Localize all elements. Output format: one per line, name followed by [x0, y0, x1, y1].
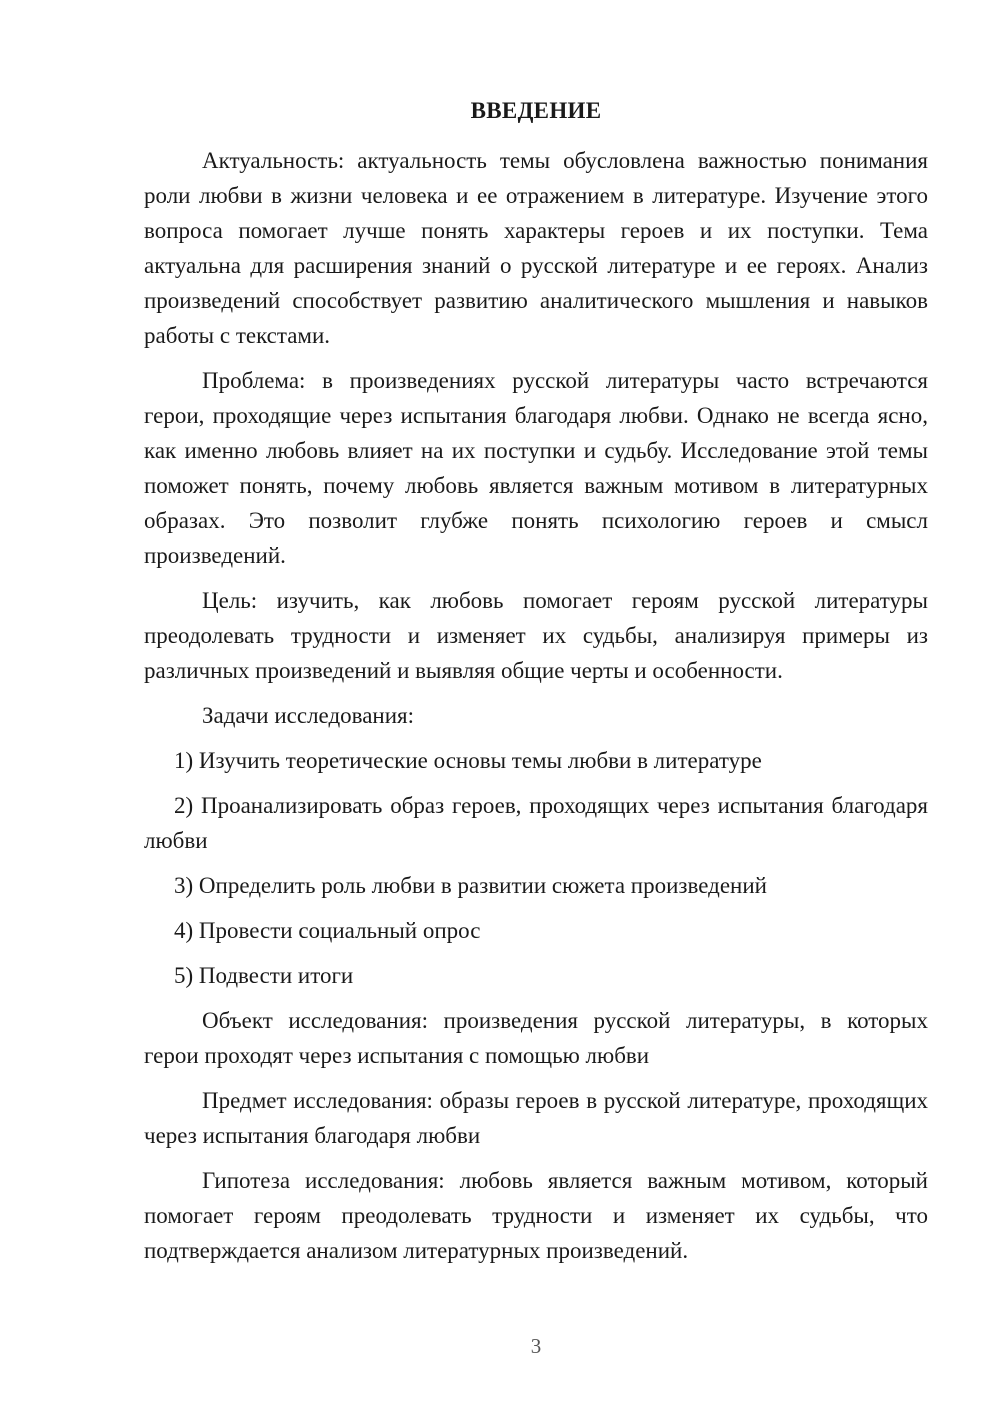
page-title: ВВЕДЕНИЕ [470, 98, 602, 123]
paragraph-hypothesis: Гипотеза исследования: любовь является важным мотивом, который помогает героям преодолевать трудности и изменяет их судьбы, что подтверждается анализом литературных произведений. [144, 1168, 928, 1263]
paragraph-object: Объект исследования: произведения русской литературы, в которых герои проходят через испытания с помощью любви [144, 1008, 928, 1068]
paragraph-goal: Цель: изучить, как любовь помогает героям русской литературы преодолевать трудности и изменяет их судьбы, анализируя примеры из различных произведений и выявляя общие черты и особенности. [144, 588, 928, 683]
task-item-3: 3) Определить роль любви в развитии сюжета произведений [174, 873, 767, 898]
page-number: 3 [530, 1334, 542, 1358]
paragraph-relevance: Актуальность: актуальность темы обусловлена важностью понимания роли любви в жизни человека и ее отражением в литературе. Изучение этого вопроса помогает лучше понять характеры героев и их поступки. Тема актуальна для расширения знаний о русской литературе и ее героях. Анализ произведений способствует развитию аналитического мышления и навыков работы с текстами. [144, 148, 928, 348]
task-item-5: 5) Подвести итоги [174, 963, 354, 988]
document-body [144, 143, 928, 1278]
task-item-1: 1) Изучить теоретические основы темы любви в литературе [174, 748, 762, 773]
paragraph-problem: Проблема: в произведениях русской литературы часто встречаются герои, проходящие через испытания благодаря любви. Однако не всегда ясно, как именно любовь влияет на их поступки и судьбу. Исследование этой темы поможет понять, почему любовь является важным мотивом в литературных образах. Это позволит глубже понять психологию героев и смысл произведений. [144, 368, 928, 568]
task-item-4: 4) Провести социальный опрос [174, 918, 481, 943]
task-item-2: 2) Проанализировать образ героев, проходящих через испытания благодаря любви [144, 793, 928, 853]
paragraph-subject: Предмет исследования: образы героев в русской литературе, проходящих через испытания благодаря любви [144, 1088, 928, 1148]
tasks-heading: Задачи исследования: [202, 703, 415, 728]
